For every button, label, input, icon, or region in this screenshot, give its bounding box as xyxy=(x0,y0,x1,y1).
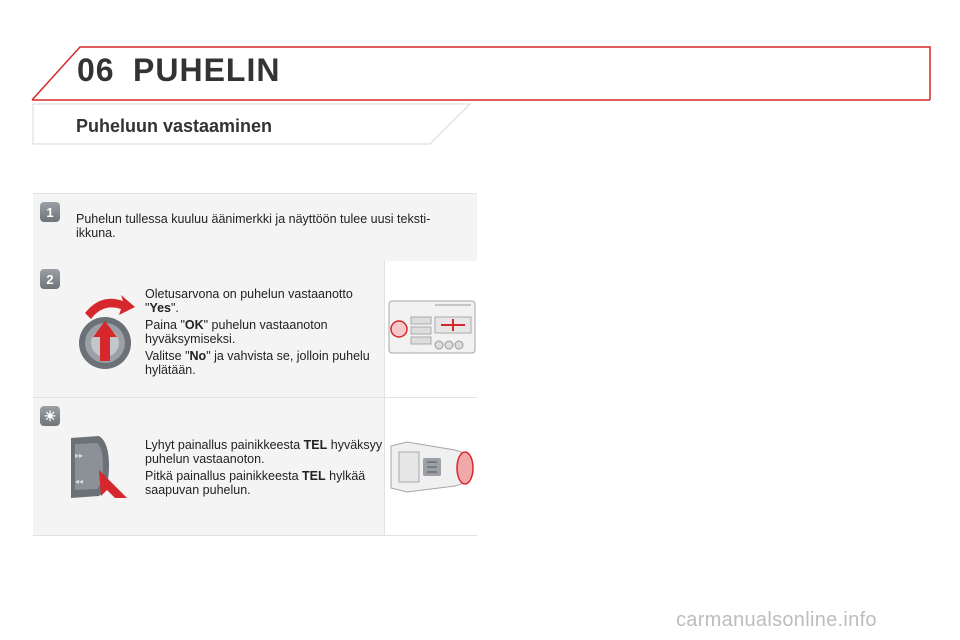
radio-control-panel-image xyxy=(384,261,477,397)
step-3-panel xyxy=(33,398,477,536)
rotary-knob-icon xyxy=(71,291,141,376)
step-2-line-2: Paina "OK" puhelun vastaanoton hyväksymiseksi. xyxy=(145,318,328,346)
step-3-text xyxy=(145,438,385,500)
step-1-paragraph: Puhelun tullessa kuuluu äänimerkki ja näyttöön tulee uusi teksti-ikkuna. xyxy=(76,212,431,240)
chapter-title: PUHELIN xyxy=(133,52,281,88)
footer-watermark: carmanualsonline.info xyxy=(676,609,877,631)
steering-control-icon xyxy=(69,434,129,500)
section-title: Puheluun vastaaminen xyxy=(76,116,273,136)
step-1-badge: 1 xyxy=(40,202,60,222)
steering-column-stalk-image xyxy=(384,398,477,535)
svg-text:▸▸: ▸▸ xyxy=(75,451,84,460)
radio-panel-drawing xyxy=(385,261,477,397)
step-2-text xyxy=(145,287,385,380)
sun-icon: ☀ xyxy=(40,406,60,426)
step-2-line-3: Valitse "No" ja vahvista se, jolloin puhelu hylätään. xyxy=(145,349,370,377)
step-3-line-1: Lyhyt painallus painikkeesta TEL hyväksyy puhelun vastaanoton. xyxy=(145,438,383,466)
chapter-number: 06 xyxy=(77,52,115,88)
step-2-line-1: Oletusarvona on puhelun vastaanotto "Yes". xyxy=(145,287,353,315)
step-2-badge: 2 xyxy=(40,269,60,289)
step-1-panel xyxy=(33,193,477,262)
step-3-line-2: Pitkä painallus painikkeesta TEL hylkää saapuvan puhelun. xyxy=(145,469,366,497)
svg-text:◂◂: ◂◂ xyxy=(75,477,84,486)
step-1-text xyxy=(76,212,466,243)
step-2-panel xyxy=(33,261,477,398)
stalk-drawing xyxy=(385,398,477,535)
